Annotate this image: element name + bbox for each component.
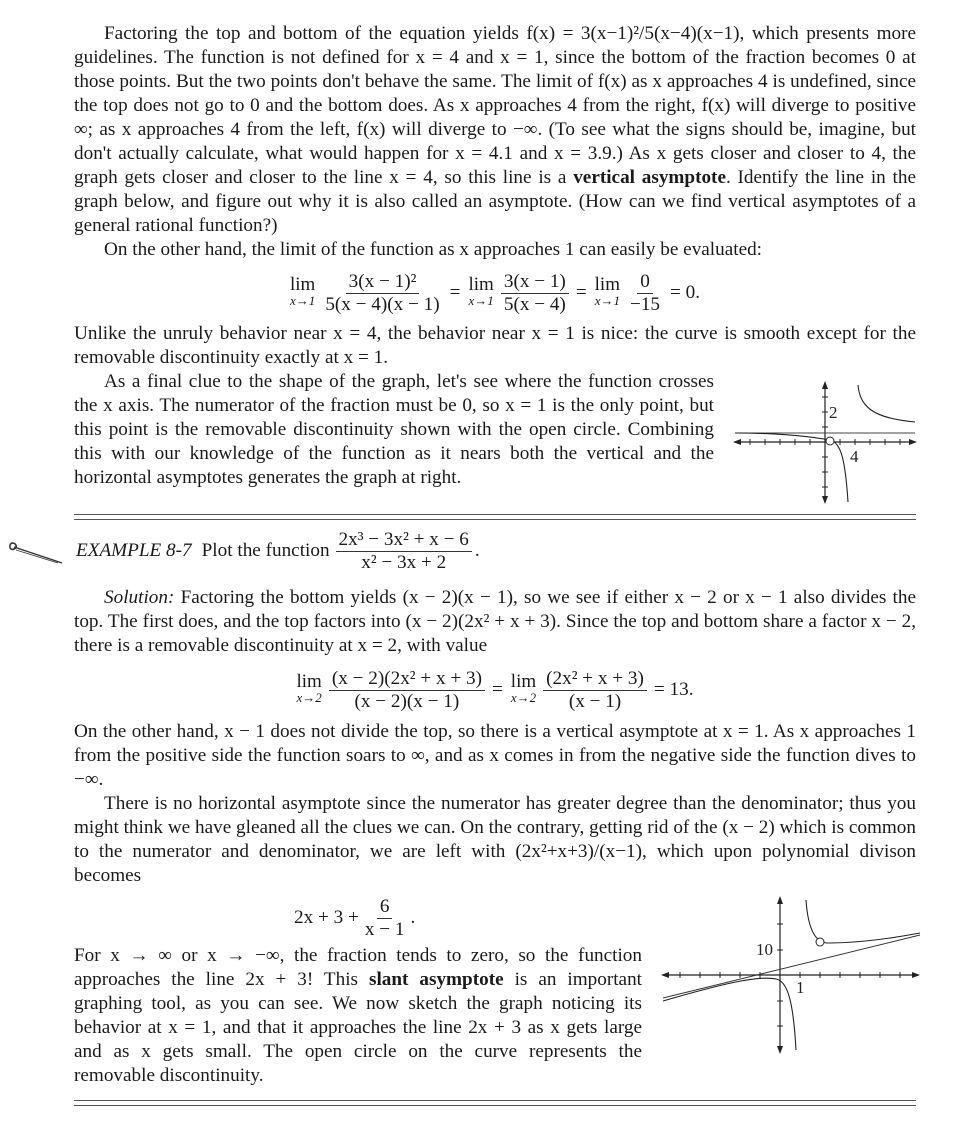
- example-fraction: $\frac{\text{2x³ − 3x² + x − 6}}{\text{x² − 3x + 2}}$: [336, 529, 472, 574]
- division-result: 2x + 3 + $\frac{6}{x - 1}$ .: [294, 895, 416, 940]
- paragraph: On the other hand, the limit of the function as x approaches 1 can easily be evaluated:: [104, 239, 763, 260]
- graph-rational-function-1: [730, 380, 920, 505]
- svg-text:4: 4: [850, 447, 859, 466]
- paragraph: On the other hand, x − 1 does not divide the top, so there is a vertical asymptote at x = 1. As x approaches 1 from the positive side the function soars to ∞, and as x comes in from the negative side the function dives to −∞.: [74, 721, 916, 790]
- paragraph: There is no horizontal asymptote since the numerator has greater degree than the denominator; thus you might think we have gleaned all the clues we can. On the contrary, getting rid of the (x − 2) which is common to the numerator and denominator, we are left with (2x²+x+3)/(x−1), which upon polynomial divison becomes: [74, 793, 916, 886]
- paragraph: For x → ∞ or x → −∞, the fraction tends to zero, so the function approaches the line 2x + 3! This slant asymptote is an important graphing tool, as you can see. We now sketch the graph noticing its behavior at x = 1, and that it approaches the line 2x + 3 as x gets large and as x gets small. The open circle on the curve represents the removable discontinuity.: [74, 945, 642, 1086]
- example-label: EXAMPLE 8-7: [76, 540, 192, 561]
- section-divider: [74, 514, 916, 520]
- paragraph: Solution: Factoring the bottom yields (x − 2)(x − 1), so we see if either x − 2 or x − 1 also divides the top. The first does, and the top factors into (x − 2)(2x² + x + 3). Since the top and bottom share a factor x − 2, there is a removable discontinuity at x = 2, with value: [74, 587, 916, 656]
- limit-equation-1: lim x→1 $\frac{\text{3(x − 1)²}}{5(x - 4)(x - 1)}$ = lim x→1 $\frac{3(x - 1)}{5(x - 4)}$ = lim x→1 $\frac{0}{-15}$ = 0.: [289, 270, 701, 315]
- graph-rational-function-2: [658, 895, 923, 1055]
- limit-equation-2: lim x→2 $\frac{\text{(x − 2)(2x² + x + 3)}}{(x - 2)(x - 1)}$ = lim x→2 $\frac{\text{(2x² + x + 3)}}{(x - 1)}$ = 13.: [296, 667, 694, 712]
- paragraph: Unlike the unruly behavior near x = 4, the behavior near x = 1 is nice: the curve is smooth except for the removable discontinuity exactly at x = 1.: [74, 323, 916, 368]
- paragraph: As a final clue to the shape of the graph, let's see where the function crosses the x axis. The numerator of the fraction must be 0, so x = 1 is the only point, but this point is the removable discontinuity shown with the open circle. Combining this with our knowledge of the function as it nears both the vertical and the horizontal asymptotes generates the graph at right.: [74, 371, 714, 488]
- section-divider: [74, 1100, 916, 1106]
- example-heading: EXAMPLE 8-7 Plot the function $\frac{\text{2x³ − 3x² + x − 6}}{\text{x² − 3x + 2}}$ .: [76, 528, 480, 573]
- svg-text:10: 10: [756, 940, 773, 959]
- paragraph: Factoring the top and bottom of the equation yields f(x) = 3(x−1)²/5(x−4)(x−1), which presents more guidelines. The function is not defined for x = 4 and x = 1, since the bottom of the fraction becomes 0 at those points. But the two points don't behave the same. The limit of f(x) as x approaches 4 is undefined, since the top does not go to 0 and the bottom does. As x approaches 4 from the right, f(x) will diverge to positive ∞; as x approaches 4 from the left, f(x) will diverge to −∞. (To see what the signs should be, imagine, but don't actually calculate, what would happen for x = 4.1 and x = 3.9.) As x gets closer and closer to 4, the graph gets closer and closer to the line x = 4, so this line is a vertical asymptote. Identify the line in the graph below, and figure out why it is also called an asymptote. (How can we find vertical asymptotes of a general rational function?): [74, 23, 916, 236]
- pencil-icon: [4, 535, 64, 567]
- svg-text:1: 1: [796, 978, 805, 997]
- term-vertical-asymptote: vertical asymptote: [573, 167, 726, 188]
- svg-text:2: 2: [829, 403, 838, 422]
- term-slant-asymptote: slant asymptote: [368, 969, 504, 990]
